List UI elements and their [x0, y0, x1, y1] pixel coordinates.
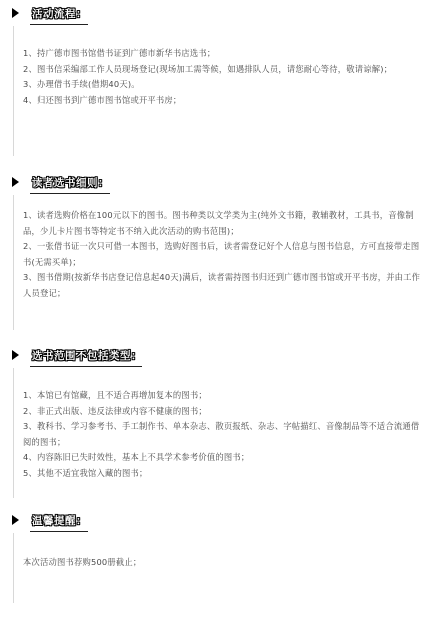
section-title: 活动流程：: [32, 7, 87, 20]
triangle-bullet-icon: [12, 515, 19, 525]
list-item: 4、归还图书到广德市图书馆或开平书房；: [23, 94, 182, 105]
section-body: [23, 555, 427, 571]
list-item: 3、图书借期(按新华书店登记信息起40天)满后，读者需持图书归还到广德市图书馆或开平书房，并由工作人员登记；: [23, 272, 421, 298]
list-item: 5、其他不适宜我馆入藏的图书；: [23, 467, 148, 478]
section-body: [23, 388, 427, 482]
section-heading-rules: [12, 171, 109, 193]
section-heading-process: [12, 2, 87, 24]
triangle-bullet-icon: [12, 350, 19, 360]
list-item: 4、内容陈旧已失时效性，基本上不具学术参考价值的图书；: [23, 452, 250, 463]
section-heading-exclusions: [12, 344, 142, 366]
triangle-bullet-icon: [12, 177, 19, 187]
triangle-bullet-icon: [12, 8, 19, 18]
heading-underline: [30, 24, 88, 25]
section-body: [23, 46, 427, 108]
heading-underline: [30, 366, 142, 367]
list-item: 本次活动图书荐购500册截止；: [23, 557, 142, 567]
section-title: 选书范围不包括类型：: [32, 349, 142, 362]
list-item: 2、图书信采编部工作人员现场登记(现场加工需等候，如遇排队人员，请您耐心等待，敬请谅解)；: [23, 63, 393, 74]
section-heading-reminder: [12, 509, 87, 531]
list-item: 3、办理借书手续(借期40天)。: [23, 79, 140, 90]
section-title: 温馨提醒：: [32, 514, 87, 527]
section-left-rule: [13, 195, 14, 330]
list-item: 1、持广德市图书馆借书证到广德市新华书店选书；: [23, 48, 216, 58]
heading-underline: [30, 531, 88, 532]
section-left-rule: [13, 368, 14, 498]
list-item: 2、一张借书证一次只可借一本图书，选购好图书后，读者需登记好个人信息与图书信息，方可直接带走图书(无需买单)；: [23, 241, 420, 267]
list-item: 2、非正式出版、违反法律或内容不健康的图书；: [23, 405, 207, 416]
list-item: 1、本馆已有馆藏，且不适合再增加复本的图书；: [23, 390, 207, 400]
section-left-rule: [13, 533, 14, 603]
list-item: 3、教科书、学习参考书、手工制作书、单本杂志、散页报纸、杂志、字帖描红、音像制品等不适合流通借阅的图书；: [23, 421, 420, 447]
list-item: 1、读者选购价格在100元以下的图书。图书种类以文学类为主(纯外文书籍，教辅教材，工具书，音像制品，少儿卡片图书等特定书不纳入此次活动的购书范围)；: [23, 210, 414, 236]
section-body: [23, 208, 427, 302]
heading-underline: [30, 193, 110, 194]
section-title: 读者选书细则：: [32, 176, 109, 189]
section-left-rule: [13, 26, 14, 156]
